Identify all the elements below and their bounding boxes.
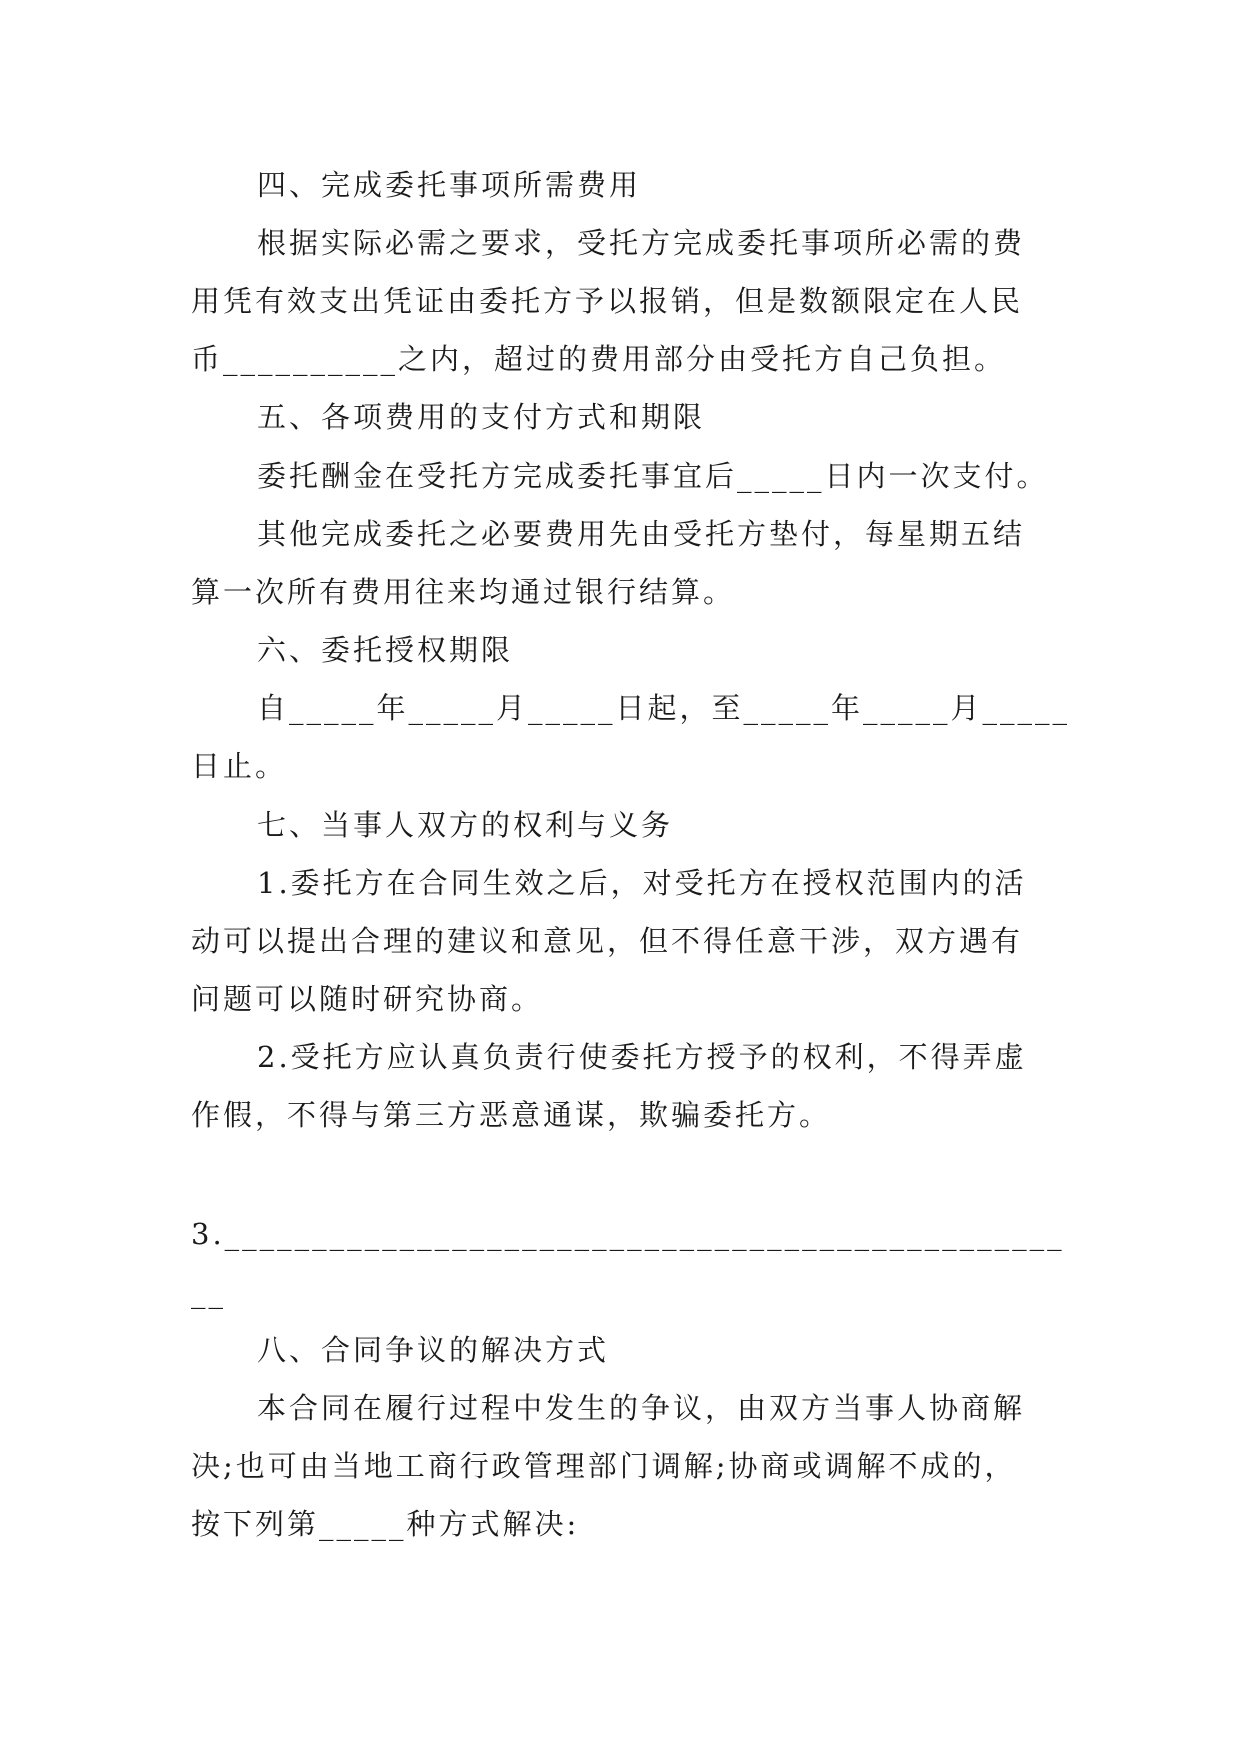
section-heading-8: 八、合同争议的解决方式 [257,1333,610,1367]
paragraph-line: 作假，不得与第三方恶意通谋，欺骗委托方。 [191,1098,832,1132]
paragraph-line: 币__________之内，超过的费用部分由受托方自己负担。 [191,342,1007,376]
paragraph-line: __ [191,1275,226,1309]
paragraph-line: 动可以提出合理的建议和意见，但不得任意干涉，双方遇有 [191,924,1024,958]
paragraph-line: 根据实际必需之要求，受托方完成委托事项所必需的费 [257,226,1026,260]
section-heading-7: 七、当事人双方的权利与义务 [257,808,674,842]
paragraph-line: 决;也可由当地工商行政管理部门调解;协商或调解不成的， [191,1449,1017,1483]
paragraph-line: 2.受托方应认真负责行使委托方授予的权利，不得弄虚 [257,1040,1027,1074]
paragraph-line: 用凭有效支出凭证由委托方予以报销，但是数额限定在人民 [191,284,1024,318]
paragraph-line: 自_____年_____月_____日起，至_____年_____月_____ [257,691,1071,725]
paragraph-line: 3.________________________________________________ [191,1217,1065,1251]
paragraph-line: 委托酬金在受托方完成委托事宜后_____日内一次支付。 [257,459,1049,493]
paragraph-line: 其他完成委托之必要费用先由受托方垫付，每星期五结 [257,517,1026,551]
section-heading-4: 四、完成委托事项所需费用 [257,168,642,202]
section-heading-5: 五、各项费用的支付方式和期限 [257,400,706,434]
paragraph-line: 算一次所有费用往来均通过银行结算。 [191,575,736,609]
paragraph-line: 日止。 [191,749,288,783]
paragraph-line: 1.委托方在合同生效之后，对受托方在授权范围内的活 [257,866,1027,900]
paragraph-line: 按下列第_____种方式解决: [191,1507,580,1541]
paragraph-line: 本合同在履行过程中发生的争议，由双方当事人协商解 [257,1391,1026,1425]
paragraph-line: 问题可以随时研究协商。 [191,982,544,1016]
section-heading-6: 六、委托授权期限 [257,633,514,667]
